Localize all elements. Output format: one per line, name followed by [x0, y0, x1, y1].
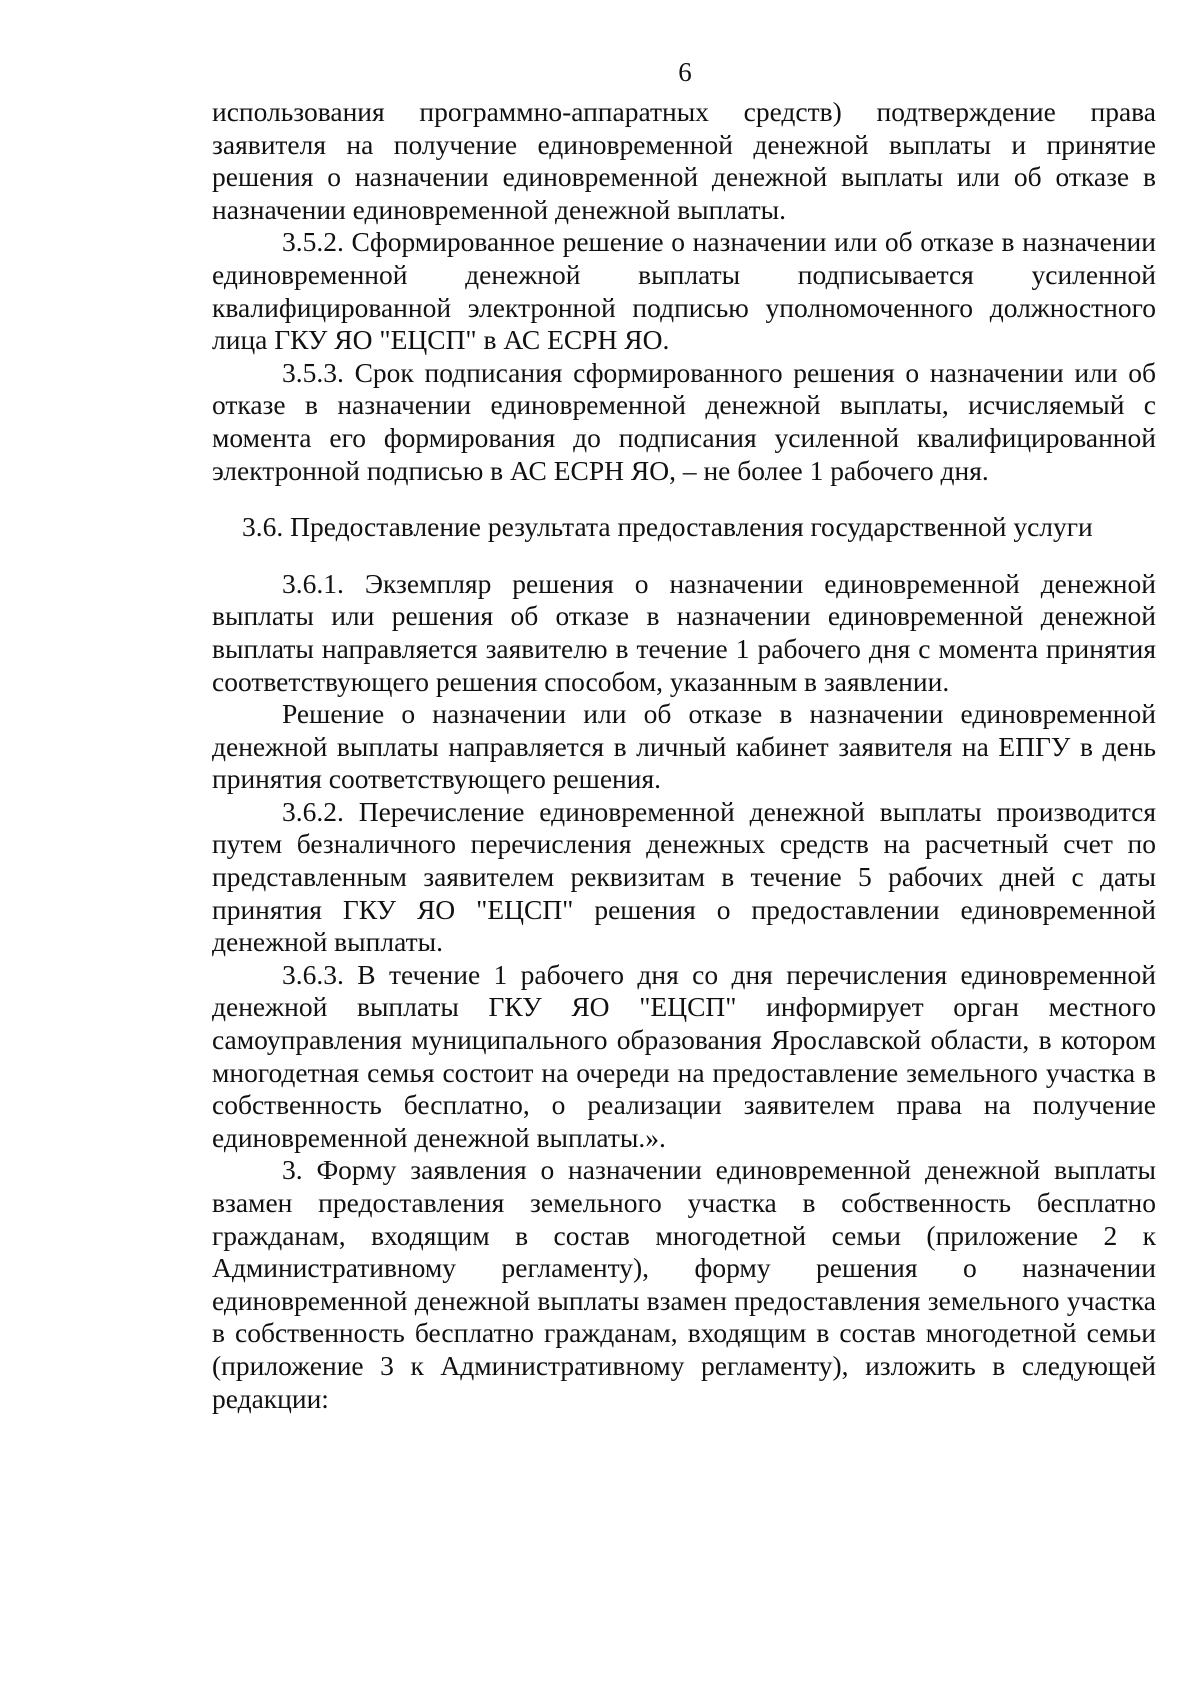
paragraph-decision-delivery: Решение о назначении или об отказе в назначении единовременной денежной выплаты направляется в личный кабинет заявителя на ЕПГУ в день принятия соответствующего решения.	[212, 698, 1156, 795]
section-heading-3-6: 3.6. Предоставление результата предоставления государственной услуги	[242, 511, 1093, 543]
paragraph-continuation: использования программно-аппаратных средств) подтверждение права заявителя на получение единовременной денежной выплаты и принятие решения о назначении единовременной денежной выплаты или об отказе в назначении единовременной денежной выплаты.	[212, 96, 1156, 225]
page-number: 6	[678, 57, 692, 87]
paragraph-item-3: 3. Форму заявления о назначении единовременной денежной выплаты взамен предоставления земельного участка в собственность бесплатно гражданам, входящим в состав многодетной семьи (приложение 2 к Административному регламенту), форму решения о назначении единовременной денежной выплаты взамен предоставления земельного участка в собственность бесплатно гражданам, входящим в состав многодетной семьи (приложение 3 к Административному регламенту), изложить в следующей редакции:	[212, 1154, 1156, 1414]
paragraph-3-6-1: 3.6.1. Экземпляр решения о назначении единовременной денежной выплаты или решения об отказе в назначении единовременной денежной выплаты направляется заявителю в течение 1 рабочего дня с момента принятия соответствующего решения способом, указанным в заявлении.	[212, 567, 1156, 697]
paragraph-3-5-2: 3.5.2. Сформированное решение о назначении или об отказе в назначении единовременной денежной выплаты подписывается усиленной квалифицированной электронной подписью уполномоченного должностного лица ГКУ ЯО "ЕЦСП" в АС ЕСРН ЯО.	[212, 226, 1156, 356]
paragraph-3-6-2: 3.6.2. Перечисление единовременной денежной выплаты производится путем безналичного перечисления денежных средств на расчетный счет по представленным заявителем реквизитам в течение 5 рабочих дней с даты принятия ГКУ ЯО "ЕЦСП" решения о предоставлении единовременной денежной выплаты.	[212, 795, 1156, 958]
document-body	[212, 96, 1156, 1415]
paragraph-3-5-3: 3.5.3. Срок подписания сформированного решения о назначении или об отказе в назначении единовременной денежной выплаты, исчисляемый с момента его формирования до подписания усиленной квалифицированной электронной подписью в АС ЕСРН ЯО, – не более 1 рабочего дня.	[212, 356, 1156, 486]
paragraph-3-6-3: 3.6.3. В течение 1 рабочего дня со дня перечисления единовременной денежной выплаты ГКУ ЯО "ЕЦСП" информирует орган местного самоуправления муниципального образования Ярославской области, в котором многодетная семья состоит на очереди на предоставление земельного участка в собственность бесплатно, о реализации заявителем права на получение единовременной денежной выплаты.».	[212, 958, 1156, 1153]
